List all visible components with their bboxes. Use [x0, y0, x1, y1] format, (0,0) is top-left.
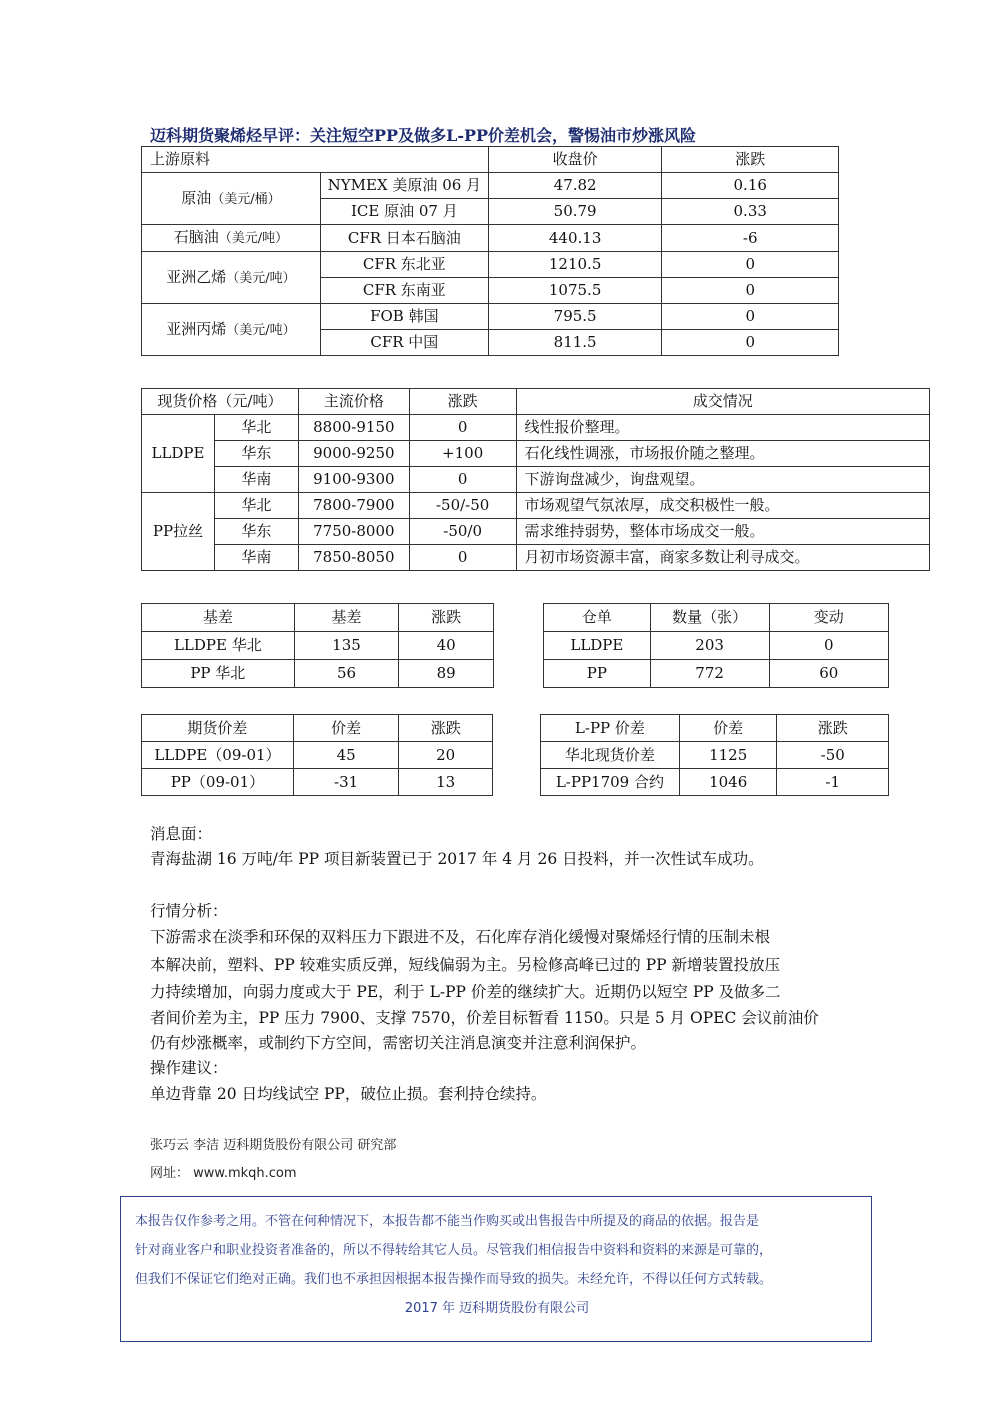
table-cell: 8800-9150: [298, 415, 409, 441]
basis-header-1: 基差: [294, 604, 399, 632]
advice-text: 单边背靠 20 日均线试空 PP，破位止损。套利持仓续持。: [150, 1085, 547, 1103]
table-cell: 华北: [214, 415, 298, 441]
table-cell: PP: [544, 660, 651, 688]
table-cell: 40: [399, 632, 494, 660]
table-row: [142, 173, 839, 199]
table-row: [541, 715, 889, 742]
table-cell: 45: [293, 742, 399, 769]
table-cell: -31: [293, 769, 399, 796]
table-row: [142, 660, 494, 688]
naphtha-label: 石脑油（美元/吨）: [142, 225, 321, 252]
analysis-line: 本解决前，塑料、PP 较难实质反弹，短线偏弱为主。另检修高峰已过的 PP 新增装置投放压: [150, 956, 781, 974]
table-cell: 0: [769, 632, 889, 660]
table-cell: FOB 韩国: [320, 304, 488, 330]
table-cell: 1075.5: [488, 278, 662, 304]
table-cell: 华南: [214, 467, 298, 493]
table-cell: 50.79: [488, 199, 662, 225]
table-cell: 89: [399, 660, 494, 688]
table-row: [142, 304, 839, 330]
futures-spread-table: [141, 714, 493, 796]
table-cell: CFR 日本石脑油: [320, 225, 488, 252]
table-cell: 772: [650, 660, 769, 688]
analysis-line: 仍有炒涨概率，或制约下方空间，需密切关注消息演变并注意利润保护。: [150, 1034, 647, 1052]
advice-label: 操作建议：: [150, 1059, 228, 1077]
table-cell: 华东: [214, 519, 298, 545]
table-row: [142, 252, 839, 278]
warehouse-table: [543, 603, 889, 688]
table-cell: CFR 东北亚: [320, 252, 488, 278]
table-row: [544, 604, 889, 632]
warehouse-header-2: 变动: [769, 604, 889, 632]
table-row: [142, 493, 930, 519]
disclaimer-box: [120, 1196, 872, 1342]
disclaimer-footer: 2017 年 迈科期货股份有限公司: [404, 1301, 590, 1316]
basis-header-2: 涨跌: [399, 604, 494, 632]
table-cell: 9000-9250: [298, 441, 409, 467]
table-cell: 0: [662, 252, 839, 278]
table-cell: 60: [769, 660, 889, 688]
spot-table: [141, 388, 930, 571]
table-row: [142, 632, 494, 660]
table-cell: -1: [777, 769, 889, 796]
analysis-line: 下游需求在淡季和环保的双料压力下跟进不及，石化库存消化缓慢对聚烯烃行情的压制未根: [150, 928, 771, 946]
table-cell: 0: [409, 415, 516, 441]
table-cell: CFR 东南亚: [320, 278, 488, 304]
table-row: [541, 769, 889, 796]
table-cell: -6: [662, 225, 839, 252]
table-cell: PP 华北: [142, 660, 295, 688]
table-row: [142, 604, 494, 632]
upstream-table: [141, 146, 839, 356]
crude-label: 原油（美元/桶）: [142, 173, 321, 225]
table-cell: CFR 中国: [320, 330, 488, 356]
table-cell: PP（09-01）: [142, 769, 294, 796]
table-row: [142, 225, 839, 252]
table-cell: 7850-8050: [298, 545, 409, 571]
spot-header-deal: 成交情况: [516, 389, 929, 415]
table-cell: 线性报价整理。: [516, 415, 929, 441]
website[interactable]: 网址： www.mkqh.com: [150, 1166, 297, 1181]
table-cell: 20: [399, 742, 493, 769]
basis-header-0: 基差: [142, 604, 295, 632]
table-cell: 440.13: [488, 225, 662, 252]
ethylene-label: 亚洲乙烯（美元/吨）: [142, 252, 321, 304]
spot-header-price: 主流价格: [298, 389, 409, 415]
table-cell: LLDPE（09-01）: [142, 742, 294, 769]
lpp-header-2: 涨跌: [777, 715, 889, 742]
basis-table: [141, 603, 494, 688]
table-cell: -50: [777, 742, 889, 769]
table-cell: 795.5: [488, 304, 662, 330]
table-row: [142, 545, 930, 571]
spot-header-title: 现货价格（元/吨）: [142, 389, 299, 415]
table-cell: 华南: [214, 545, 298, 571]
lpp-spread-table: [540, 714, 889, 796]
analysis-line: 者间价差为主，PP 压力 7900、支撑 7570，价差目标暂看 1150。只是 5 月 OPEC 会议前油价: [150, 1009, 819, 1027]
table-cell: ICE 原油 07 月: [320, 199, 488, 225]
table-cell: 9100-9300: [298, 467, 409, 493]
table-row: [142, 441, 930, 467]
table-row: [142, 389, 930, 415]
table-cell: 月初市场资源丰富，商家多数让利寻成交。: [516, 545, 929, 571]
table-cell: 0: [662, 304, 839, 330]
upstream-header-material: 上游原料: [142, 147, 489, 173]
lldpe-label: LLDPE: [142, 415, 215, 493]
table-cell: 0: [409, 545, 516, 571]
table-cell: 135: [294, 632, 399, 660]
table-cell: NYMEX 美原油 06 月: [320, 173, 488, 199]
pp-label: PP拉丝: [142, 493, 215, 571]
table-row: [142, 467, 930, 493]
table-cell: 7800-7900: [298, 493, 409, 519]
table-cell: 203: [650, 632, 769, 660]
authors: 张巧云 李洁 迈科期货股份有限公司 研究部: [150, 1138, 397, 1153]
table-row: [142, 519, 930, 545]
table-cell: 1210.5: [488, 252, 662, 278]
futures-header-0: 期货价差: [142, 715, 294, 742]
upstream-header-price: 收盘价: [488, 147, 662, 173]
table-cell: 0: [662, 330, 839, 356]
futures-header-2: 涨跌: [399, 715, 493, 742]
analysis-line: 力持续增加，向弱力度或大于 PE，利于 L-PP 价差的继续扩大。近期仍以短空 PP 及做多二: [150, 983, 781, 1001]
table-cell: 0: [409, 467, 516, 493]
table-cell: 1046: [679, 769, 777, 796]
warehouse-header-1: 数量（张）: [650, 604, 769, 632]
futures-header-1: 价差: [293, 715, 399, 742]
lpp-header-1: 价差: [679, 715, 777, 742]
table-cell: LLDPE 华北: [142, 632, 295, 660]
warehouse-header-0: 仓单: [544, 604, 651, 632]
table-cell: 13: [399, 769, 493, 796]
table-cell: -50/-50: [409, 493, 516, 519]
table-cell: 华北: [214, 493, 298, 519]
table-cell: 0: [662, 278, 839, 304]
table-cell: 石化线性调涨，市场报价随之整理。: [516, 441, 929, 467]
table-row: [142, 415, 930, 441]
table-row: [142, 715, 493, 742]
table-row: [544, 632, 889, 660]
propylene-label: 亚洲丙烯（美元/吨）: [142, 304, 321, 356]
table-cell: L-PP1709 合约: [541, 769, 680, 796]
table-cell: -50/0: [409, 519, 516, 545]
table-row: [541, 742, 889, 769]
table-row: [142, 147, 839, 173]
table-cell: 0.33: [662, 199, 839, 225]
table-cell: +100: [409, 441, 516, 467]
disclaimer-line: 本报告仅作参考之用。不管在何种情况下，本报告都不能当作购买或出售报告中所提及的商品的依据。报告是: [135, 1214, 760, 1229]
table-cell: 华北现货价差: [541, 742, 680, 769]
table-cell: 下游询盘减少，询盘观望。: [516, 467, 929, 493]
table-cell: 需求维持弱势，整体市场成交一般。: [516, 519, 929, 545]
news-label: 消息面：: [150, 825, 213, 843]
table-row: [142, 742, 493, 769]
spot-header-chg: 涨跌: [409, 389, 516, 415]
table-cell: 811.5: [488, 330, 662, 356]
report-title: 迈科期货聚烯烃早评：关注短空PP及做多L-PP价差机会，警惕油市炒涨风险: [150, 126, 697, 145]
news-text: 青海盐湖 16 万吨/年 PP 项目新装置已于 2017 年 4 月 26 日投料，并一次性试车成功。: [150, 850, 764, 868]
table-row: [142, 769, 493, 796]
analysis-label: 行情分析：: [150, 902, 228, 920]
table-cell: 1125: [679, 742, 777, 769]
table-cell: 47.82: [488, 173, 662, 199]
table-cell: 56: [294, 660, 399, 688]
disclaimer-line: 针对商业客户和职业投资者准备的，所以不得转给其它人员。尽管我们相信报告中资料和资料的来源是可靠的，: [135, 1243, 773, 1258]
upstream-header-chg: 涨跌: [662, 147, 839, 173]
lpp-header-0: L-PP 价差: [541, 715, 680, 742]
table-row: [544, 660, 889, 688]
disclaimer-line: 但我们不保证它们绝对正确。我们也不承担因根据本报告操作而导致的损失。未经允许，不得以任何方式转载。: [135, 1272, 773, 1287]
table-cell: LLDPE: [544, 632, 651, 660]
table-cell: 华东: [214, 441, 298, 467]
table-cell: 市场观望气氛浓厚，成交积极性一般。: [516, 493, 929, 519]
table-cell: 0.16: [662, 173, 839, 199]
table-cell: 7750-8000: [298, 519, 409, 545]
